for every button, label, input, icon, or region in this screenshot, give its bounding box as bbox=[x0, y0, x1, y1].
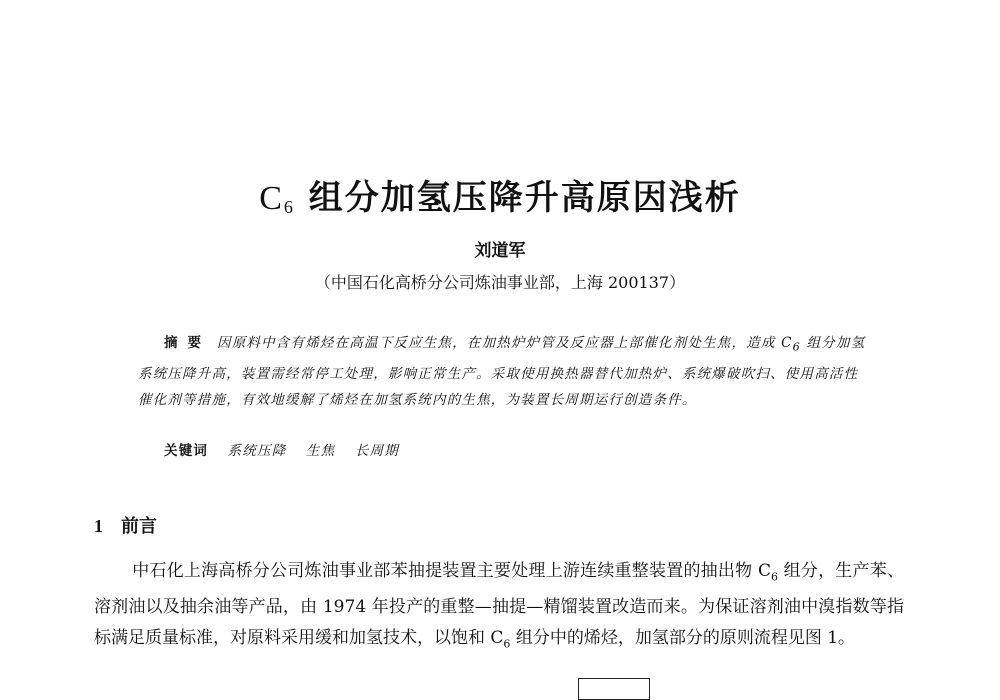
abstract-text-1: 因原料中含有烯烃在高温下反应生焦，在加热炉炉管及反应器上部催化剂处生焦，造成 C bbox=[217, 335, 793, 351]
keywords-label: 关键词 bbox=[164, 443, 209, 459]
abstract-subscript: 6 bbox=[792, 340, 801, 354]
abstract-text-2: 组分加氢系统压降升高，装置需经常停工处理，影响正常生产。采取使用换热器替代加热炉、系统爆破吹扫、使用高活性催化剂等措施，有效地缓解了烯烃在加氢系统内的生焦，为装置长周期运行创造条件。 bbox=[138, 335, 866, 408]
keyword-term: 长周期 bbox=[354, 443, 399, 459]
keyword-term: 生焦 bbox=[305, 443, 336, 459]
abstract-label: 摘要 bbox=[164, 335, 211, 351]
title-prefix: C bbox=[259, 180, 284, 217]
section-title: 前言 bbox=[121, 516, 157, 537]
keyword-term: 系统压降 bbox=[227, 443, 287, 459]
title-subscript: 6 bbox=[283, 197, 295, 217]
body-text-2: 组分，生产苯、溶剂油以及抽余油等产品，由 1974 年投产的重整—抽提—精馏装置改造而来。为保证溶剂油中溴指数等指标满足质量标准，对原料采用缓和加氢技术，以饱和 C bbox=[94, 561, 904, 649]
section-heading bbox=[94, 512, 157, 538]
body-subscript-2: 6 bbox=[503, 637, 511, 651]
body-text-1: 中石化上海高桥分公司炼油事业部苯抽提装置主要处理上游连续重整装置的抽出物 C bbox=[132, 561, 771, 581]
body-paragraph bbox=[94, 556, 904, 660]
abstract bbox=[138, 330, 868, 413]
author-name: 刘道军 bbox=[474, 241, 526, 261]
section-number: 1 bbox=[94, 516, 103, 536]
body-text-3: 组分中的烯烃，加氢部分的原则流程见图 1。 bbox=[510, 628, 856, 649]
figure-box-top bbox=[578, 678, 650, 700]
title-text: 组分加氢压降升高原因浅析 bbox=[294, 178, 741, 218]
body-subscript-1: 6 bbox=[771, 570, 778, 584]
keywords bbox=[164, 439, 413, 459]
affiliation: （中国石化高桥分公司炼油事业部，上海 200137） bbox=[314, 273, 686, 292]
paper-title bbox=[0, 170, 1000, 219]
